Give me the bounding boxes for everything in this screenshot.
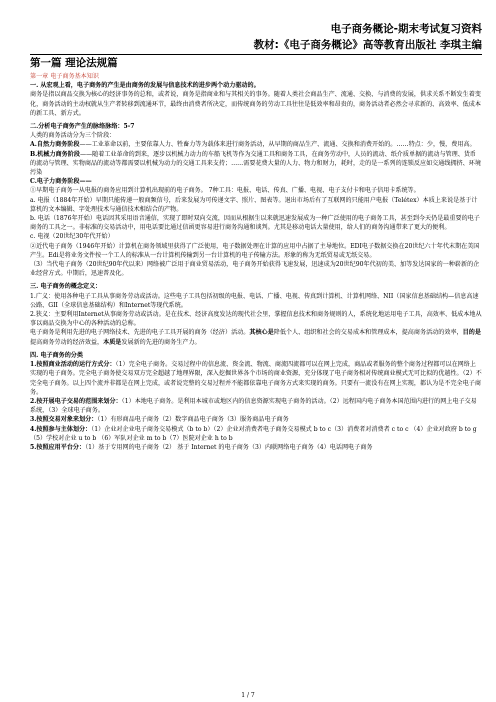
class-2: 2.按开展电子交易的范围来划分：（1）本地电子商务。是利用本城市或地区内的信息资源实现电子商务的活动。（2）远程国内电子商务本国范围内进行的网上电子交易系统，（3）全球电子商务。 [30,397,477,415]
class-4: 4.按照参与主体划分：（1）企业对企业电子商务交易模式（b to b）（2）企业对消费者电子商务交易模式 b to c（3）消费者对消费者 c to c （4）企业对政府 b to g （5）学校对企业 u to b （6）军队对企业 m to b（7）医院对企业 h to b [30,425,477,442]
header-title: 电子商务概论-期末考试复习资料 [330,23,482,35]
definition-broad: 1.广义：使用各种电子工具从事商务劳动或活动。这些电子工具包括初级的电报、电话、广播、电视、传真到计算机、计算机网络、NII（国家信息基础结构—信息高速公路、GII（全球信息基础结构）和Internet等现代系统。 [30,292,479,309]
page-number: 1 / 7 [241,692,255,699]
stage-c-title: C.电子力商务阶段—— [30,178,92,186]
stage-c-3: （3）当代电子商务（20世纪90年代以来）网络被广泛用于商业贸易活动，电子商务开始获得飞速发展，迅速成为20世纪90年代初的美、加等发达国家的一种崭新的企业经营方式。中期后，迅速普及化。 [30,261,480,278]
header-rule [30,54,482,55]
header-subtitle: 教材:《电子商务概论》高等教育出版社 李琪主编 [253,39,482,51]
class-1: 1.按照商业活动的运行方式分：（1）完全电子商务。交易过程中的信息流、资金流、物流、商流四流都可以在网上完成，商品或者服务的整个商务过程都可以在网络上实现的电子商务。完全电子商务使交易双方完全超越了地理界限，深入挖掘世界各个市场的商业资源，充分体现了电子商务相对传统商业模式无可比拟的优越性。（2）不完全电子商务。以上四个流并非都是在网上完成，或者说完整的交易过程并不能都依靠电子商务方式来实现的商务。只要有一流没有在网上实现，都认为是不完全电子商务。 [30,361,482,396]
stage-a-title: A.自然力商务阶段 [30,141,80,149]
section-3-title: 三. 电子商务的概念定义： [30,283,102,291]
stage-c-a: a. 电报（1884年开始）早期只能传递一般商频信号，后来发展为可传递文字、照片、图表等。退出市场后有了互联网的只能用户电报（Telétex）本质上来说是基于计算机的文本编辑、字处理技术与通信技术相结合的产物。 [30,196,478,213]
section-1-text: 商务是指以商品交换为核心的经济事务的总和，或者说，商务是指商业和与其相关的事务。随着人类社会商品生产、流通、交换、与消费的发展，供求关系不断发生着变化，商务活动的主动权就从生产者转移到流通环节，最终由消费者所决定，而传统商务的劳动工具往往是低效率和昂贵的，商务活动者必然会寻求新的、高效率、低成本的新工具、新方式。 [30,91,481,117]
stage-a [30,140,482,149]
definition-core: 电子商务是利用先进的电子网络技术、先进的电子工具开展的商务（经济）活动。其核心是降低个人、组织和社会的交易成本和管理成本，提高商务活动的效率，目的是提高商务劳动的经济效益，本质是发展新的先进的商务生产力。 [30,329,481,346]
section-2-title: 二.分析电子商务产生的脉络脉络：5-7 [30,123,135,131]
document-body [30,56,482,452]
section-2-intro: 人类的商务活动分为三个阶段： [30,132,116,140]
chapter-title: 第一章 电子商务基本知识 [30,73,99,80]
stage-c-b: b. 电话（1876年开始）电话因其采用语音通信，实现了即时双向交流，因而从根据生以来就迅速发展成为一种广泛使用的电子商务工具，甚至到今天仍是最重要的电子商务的工具之一。非标准的交易活动中，用电话要比通过信函更容易进行商务沟通和谈判。尤其是移动电话大量使用，给人们的商务沟通带来了更大的便利。 [30,215,480,232]
stage-b-text: ——随着工业革命的到来，逐步以机械力动力的车船飞机等作为交通工具和商务工具，在商务劳动中，人员的流动、纸介质单据的流动与管理、货币的流动与管理、实物商品的流动等都需要以机械为动力的交通工具来支持；……需要花费大量的人力、物力和财力，耗时，走的是一系列的连锁反应如交通线拥挤、环境污染 [30,150,481,177]
stage-c-c: c. 电视（20世纪30年代开始） [30,233,114,241]
stage-b [30,150,482,178]
stage-c-1: ①早期电子商务一从电报的商务应用到计算机出现前的电子商务。 7种工具：电报、电话、传真、广播、电视、电子支付卡和电子信用卡系统等。 [30,187,420,195]
class-5: 5.按照应用平台分：（1）基于专用网的电子商务（2） 基于 Internet 的电子商务（3）内联网络电子商务（4）电话网电子商务 [30,443,373,451]
stage-b-title: B.机械力商务阶段 [30,150,80,158]
stage-c-2: ②近代电子商务（1946年开始）计算机在商务领域里获得了广泛使用，电子数据处理在计算的应用中占据了主导地位。EDI电子数据交换在20世纪六十年代末期在美国产生。Edi是将业务文件按一个工人的标准从一台计算机传输到另一台计算机的电子传输方法。形象的称为无纸贸易或无纸交易。 [30,242,480,259]
stage-a-text: ——工业革命以前，主要依靠人力、牲畜力等为载体来进行商务活动，从早期的商品生产、流通、交换和消费开始的。……特点：少，慢，费用高。 [79,141,476,149]
part-title: 第一篇 理论法规篇 [30,57,118,69]
section-4-title: 四. 电子商务的分类 [30,351,83,359]
class-3: 3.按照交易对象来划分：（1）有形商品电子商务（2）数字商品电子商务（3）服务商品电子商务 [30,416,289,424]
definition-narrow: 2.狭义：主要利用Internet从事商务劳动或活动。是在技术、经济高度发达的现代社会里，掌握信息技术和商务规则的人，系统化地运用电子工具，高效率、低成本地从事以商品交换为中心的各种活动的总称。 [30,311,482,328]
section-1-title: 一. 从宏观上看，电子商务的产生是由商务的发展与信息技术的进步两个动力驱动的。 [30,82,260,90]
